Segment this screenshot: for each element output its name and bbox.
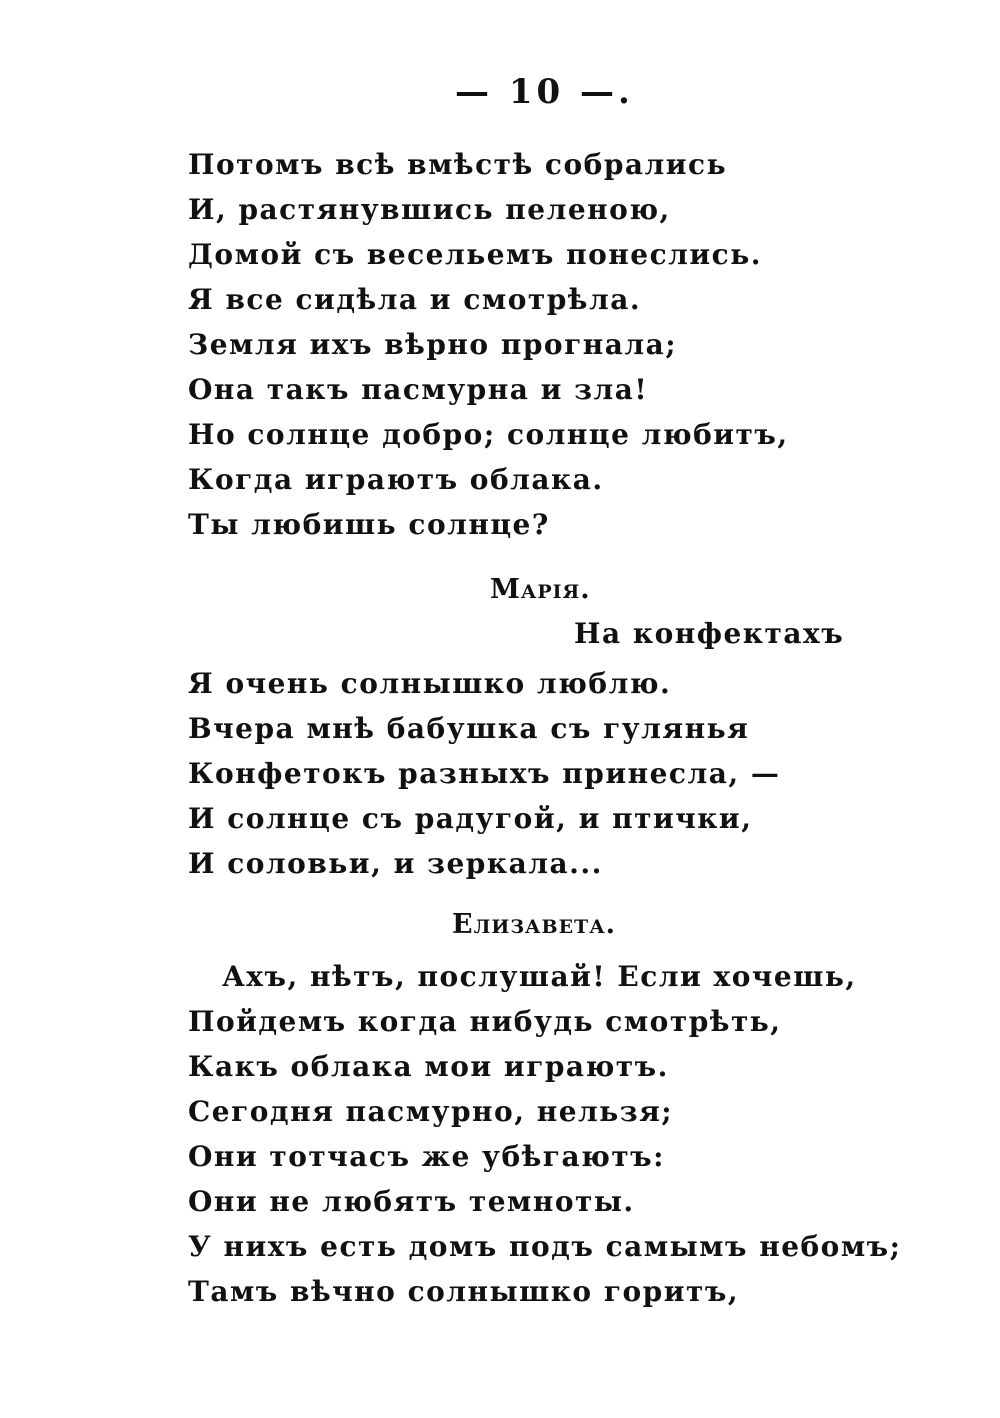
verse-line: Ты любишь солнце? [188,508,550,541]
stanza-elizaveta [188,954,908,1314]
verse-line: Я очень солнышко люблю. [188,667,672,700]
verse-line: Земля ихъ вѣрно прогнала; [188,328,678,361]
speaker-elizaveta: Елизавета. [452,909,617,940]
verse-line-indented: На конфектахъ [574,617,845,650]
verse-line: Она такъ пасмурна и зла! [188,373,649,406]
verse-line: Но солнце добро; солнце любитъ, [188,418,789,451]
verse-line: Они не любятъ темноты. [188,1185,635,1218]
verse-line: Пойдемъ когда нибудь смотрѣть, [188,1005,782,1038]
verse-line: Они тотчасъ же убѣгаютъ: [188,1140,665,1173]
stanza-opening [188,142,908,547]
verse-line: И соловьи, и зеркала... [188,847,603,880]
verse-line: Когда играютъ облака. [188,463,604,496]
verse-line: И, растянувшись пеленою, [188,193,671,226]
stanza-maria [188,661,908,886]
verse-line: Домой съ весельемъ понеслись. [188,238,762,271]
verse-line: Сегодня пасмурно, нельзя; [188,1095,674,1128]
verse-line: Какъ облака мои играютъ. [188,1050,669,1083]
verse-line: Конфетокъ разныхъ принесла, — [188,757,781,790]
page-number: — 10 —. [455,72,634,112]
verse-line: У нихъ есть домъ подъ самымъ небомъ; [188,1230,902,1263]
verse-line: Ахъ, нѣтъ, послушай! Если хочешь, [222,960,857,993]
verse-line: И солнце съ радугой, и птички, [188,802,753,835]
verse-line: Я все сидѣла и смотрѣла. [188,283,642,316]
verse-line: Вчера мнѣ бабушка съ гулянья [188,712,750,745]
verse-line: Тамъ вѣчно солнышко горитъ, [188,1275,740,1308]
verse-line: Потомъ всѣ вмѣстѣ собрались [188,148,728,181]
speaker-maria: Марія. [490,574,591,605]
